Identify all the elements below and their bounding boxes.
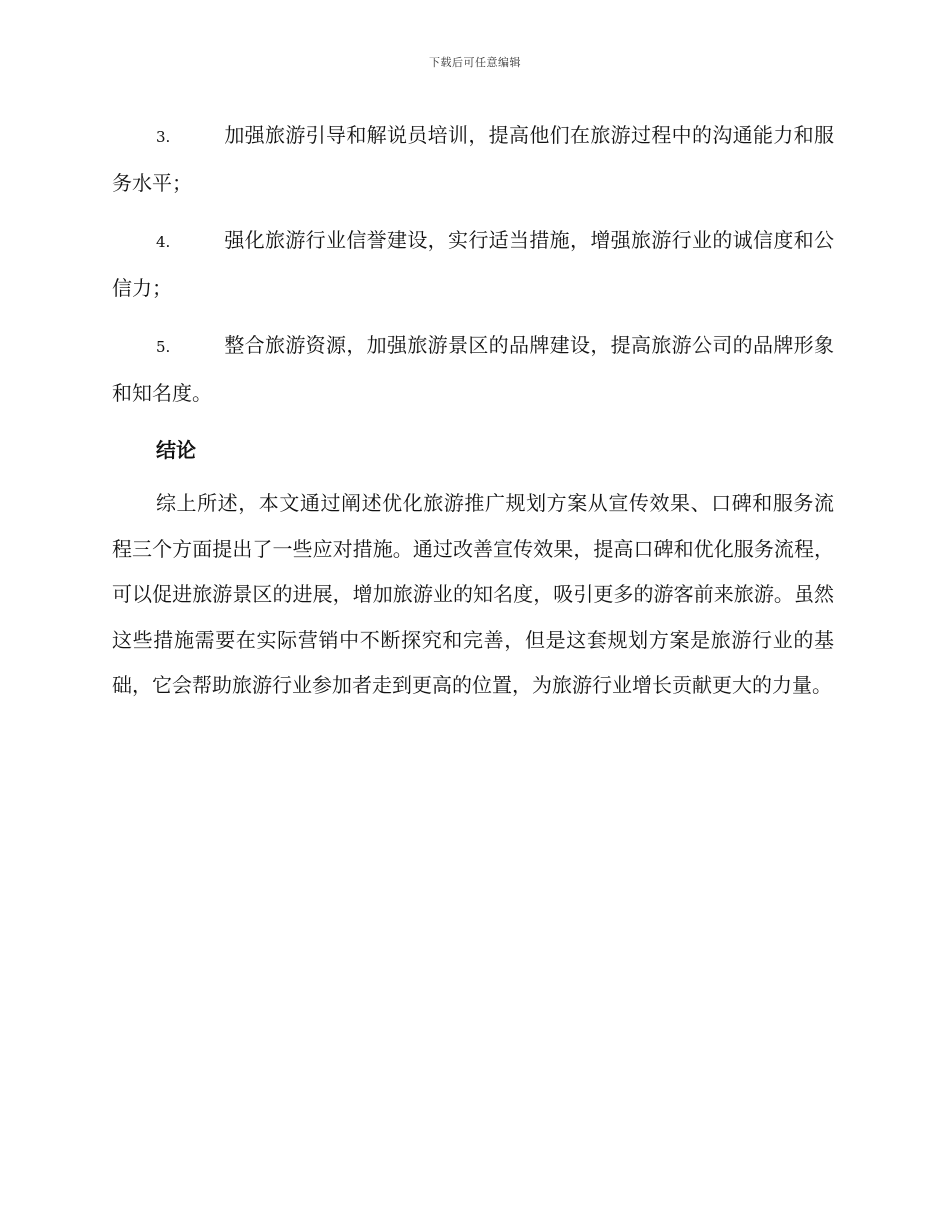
list-item-text: 整合旅游资源，加强旅游景区的品牌建设，提高旅游公司的品牌形象和知名度。 — [112, 333, 834, 405]
list-item — [112, 217, 834, 311]
list-item — [112, 112, 834, 206]
conclusion-paragraph: 综上所述，本文通过阐述优化旅游推广规划方案从宣传效果、口碑和服务流程三个方面提出了一些应对措施。通过改善宣传效果，提高口碑和优化服务流程，可以促进旅游景区的进展，增加旅游业的知名度，吸引更多的游客前来旅游。虽然这些措施需要在实际营销中不断探究和完善，但是这套规划方案是旅游行业的基础，它会帮助旅游行业参加者走到更高的位置，为旅游行业增长贡献更大的力量。 — [112, 491, 834, 697]
list-item-number: 5. — [156, 338, 171, 356]
list-item-number: 4. — [156, 233, 171, 251]
list-item-text: 强化旅游行业信誉建设，实行适当措施，增强旅游行业的诚信度和公信力； — [112, 228, 834, 300]
document-body — [112, 112, 834, 709]
list-item — [112, 322, 834, 416]
list-item-number: 3. — [156, 128, 171, 146]
list-item-text: 加强旅游引导和解说员培训，提高他们在旅游过程中的沟通能力和服务水平； — [112, 123, 834, 195]
section-heading-conclusion: 结论 — [156, 438, 196, 462]
page-header: 下载后可任意编辑 — [429, 56, 521, 69]
